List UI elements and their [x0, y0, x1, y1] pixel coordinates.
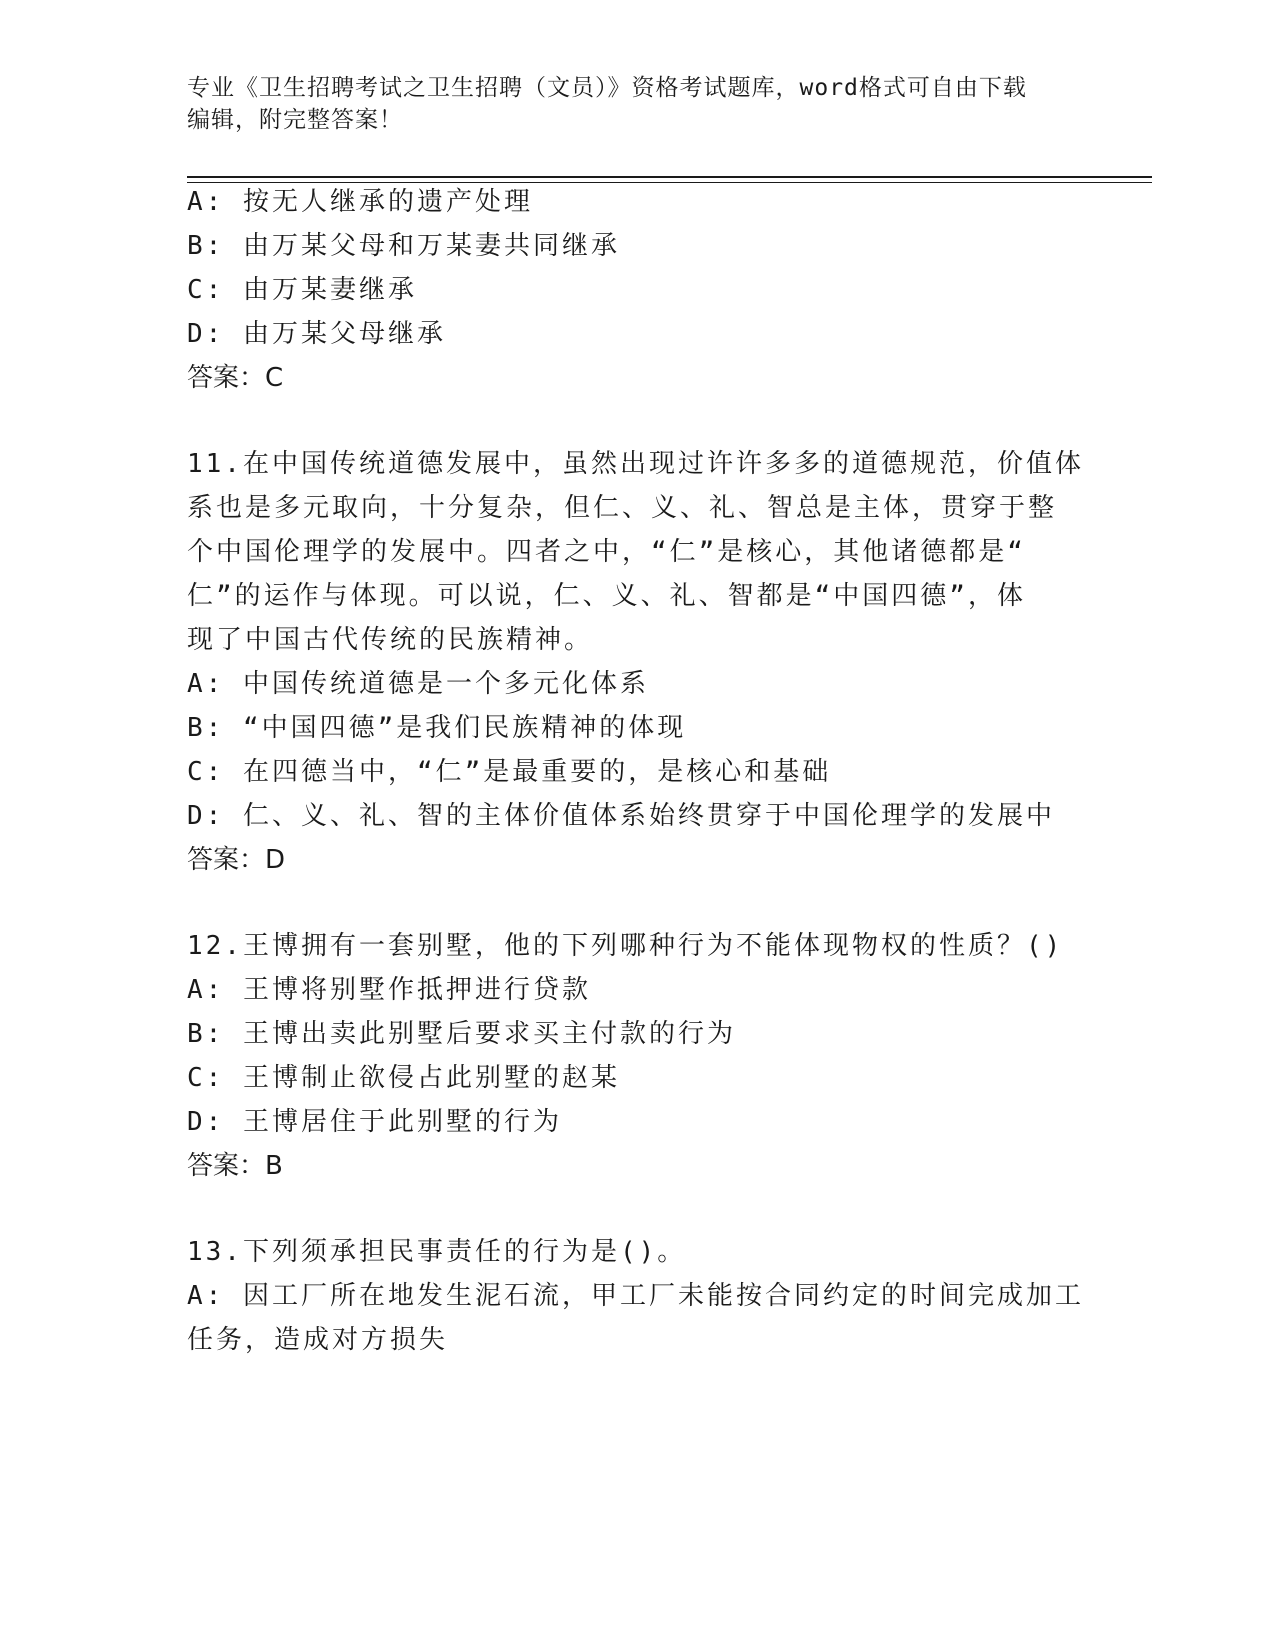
document-header — [187, 72, 1087, 136]
header-divider-thick — [187, 176, 1152, 178]
header-line-2: 编辑，附完整答案！ — [187, 107, 403, 133]
q12-option-a: A: 王博将别墅作抵押进行贷款 — [187, 975, 591, 1005]
q10-answer: 答案：C — [187, 363, 284, 393]
q12-answer: 答案：B — [187, 1151, 283, 1181]
header-divider-thin — [187, 182, 1152, 183]
q10-option-a: A: 按无人继承的遗产处理 — [187, 187, 533, 217]
q11-answer: 答案：D — [187, 845, 286, 875]
q11-stem-line-3: 个中国伦理学的发展中。四者之中，“仁”是核心，其他诸德都是“ — [187, 537, 1026, 567]
q11-stem-line-5: 现了中国古代传统的民族精神。 — [187, 625, 594, 655]
q11-stem-line-4: 仁”的运作与体现。可以说，仁、义、礼、智都是“中国四德”，体 — [187, 581, 1026, 611]
q13-option-a-line-2: 任务，造成对方损失 — [187, 1325, 449, 1355]
q12-option-d: D: 王博居住于此别墅的行为 — [187, 1107, 562, 1137]
q10-option-b: B: 由万某父母和万某妻共同继承 — [187, 231, 620, 261]
q11-option-c: C: 在四德当中，“仁”是最重要的，是核心和基础 — [187, 757, 832, 787]
q10-option-d: D: 由万某父母继承 — [187, 319, 446, 349]
q11-stem-line-2: 系也是多元取向，十分复杂，但仁、义、礼、智总是主体，贯穿于整 — [187, 493, 1058, 523]
header-line-1: 专业《卫生招聘考试之卫生招聘（文员）》资格考试题库，word格式可自由下载 — [187, 75, 1027, 101]
q11-option-d: D: 仁、义、礼、智的主体价值体系始终贯穿于中国伦理学的发展中 — [187, 801, 1055, 831]
q13-option-a-line-1: A: 因工厂所在地发生泥石流，甲工厂未能按合同约定的时间完成加工 — [187, 1281, 1084, 1311]
q12-option-c: C: 王博制止欲侵占此别墅的赵某 — [187, 1063, 620, 1093]
q10-option-c: C: 由万某妻继承 — [187, 275, 417, 305]
q12-option-b: B: 王博出卖此别墅后要求买主付款的行为 — [187, 1019, 736, 1049]
q11-option-a: A: 中国传统道德是一个多元化体系 — [187, 669, 649, 699]
q12-stem-line-1: 12.王博拥有一套别墅，他的下列哪种行为不能体现物权的性质？() — [187, 931, 1064, 961]
q11-option-b: B: “中国四德”是我们民族精神的体现 — [187, 713, 687, 743]
q11-stem-line-1: 11.在中国传统道德发展中，虽然出现过许许多多的道德规范，价值体 — [187, 449, 1084, 479]
q13-stem-line-1: 13.下列须承担民事责任的行为是()。 — [187, 1237, 687, 1267]
